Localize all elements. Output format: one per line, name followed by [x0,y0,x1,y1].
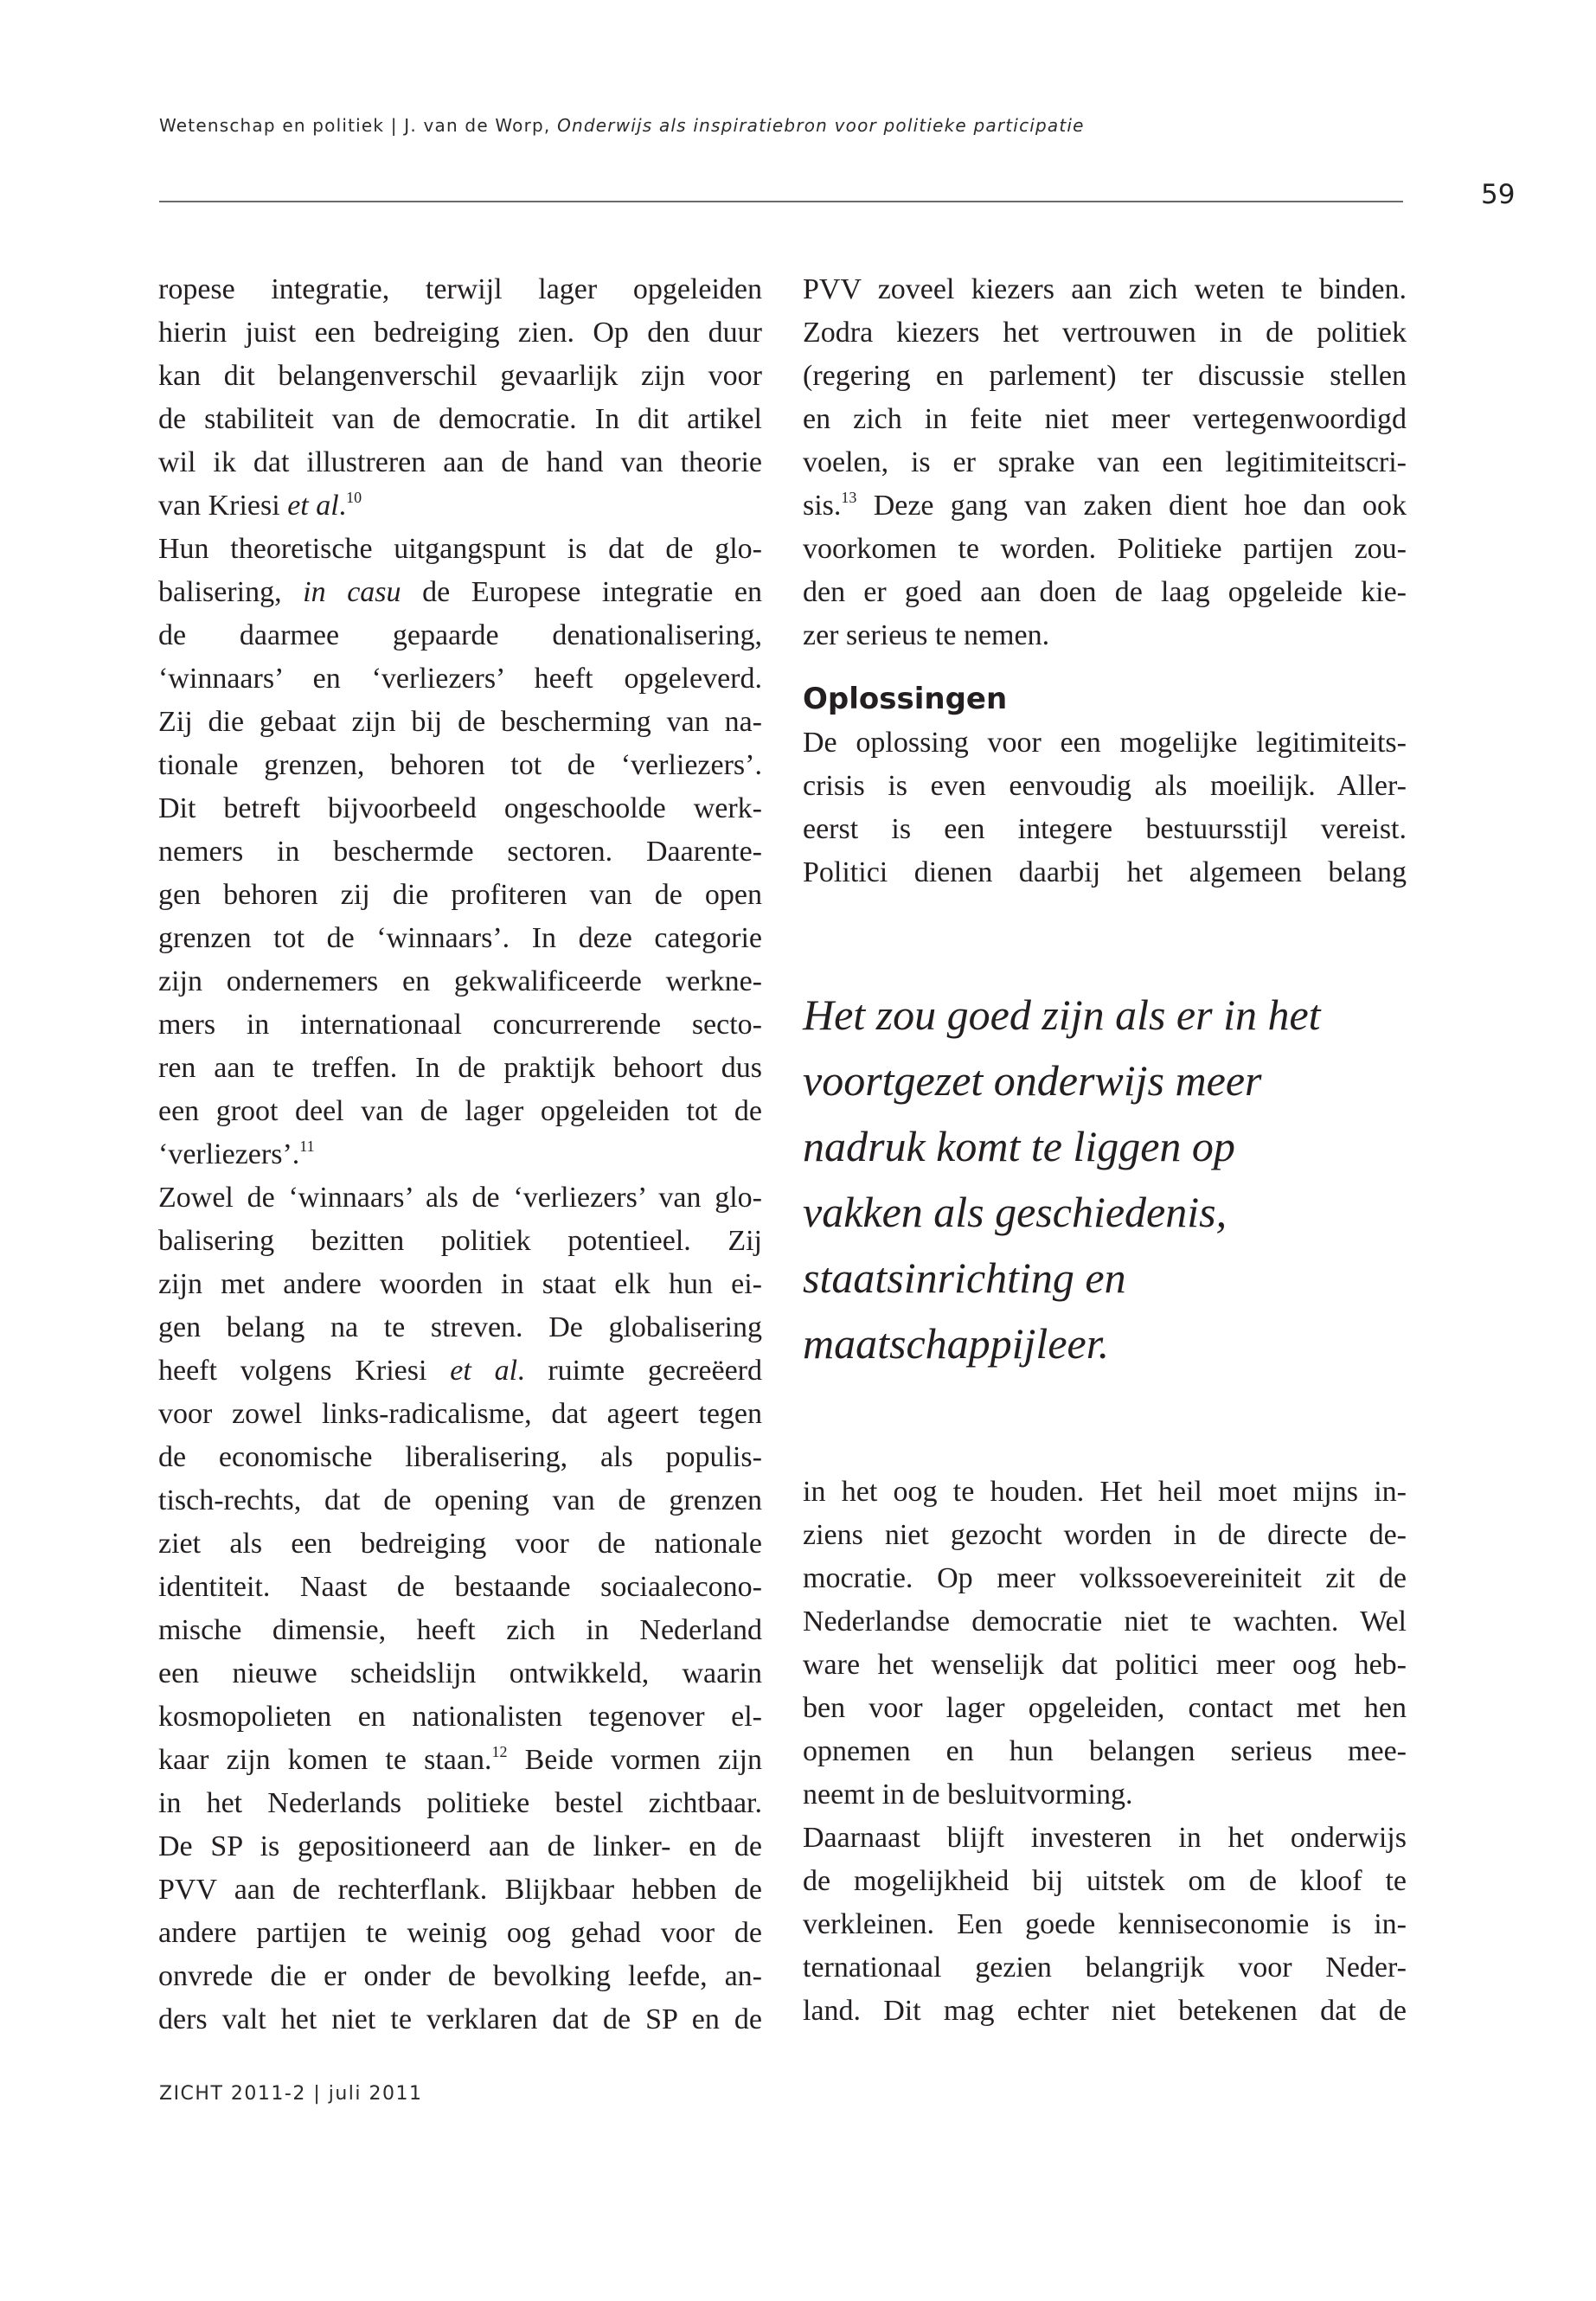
line-text: ropese integratie, terwijl lager opgeleiden [158,273,762,305]
line-text: ‘verliezers’. [158,1138,300,1170]
text-line [158,484,762,528]
text-line [803,268,1407,311]
line-text: grenzen tot de ‘winnaars’. In deze categorie [158,922,762,954]
line-text: heeft volgens Kriesi [158,1355,451,1387]
text-line [803,1860,1407,1903]
text-line [803,765,1407,808]
text-line [158,701,762,744]
text-line [158,398,762,441]
text-line [158,1652,762,1695]
text-line [158,311,762,355]
text-line [158,1609,762,1652]
line-text: (regering en parlement) ter discussie stellen [803,360,1407,392]
line-text: de mogelijkheid bij uitstek om de kloof te [803,1865,1407,1897]
line-text: Zij die gebaat zijn bij de bescherming van na- [158,706,762,738]
text-line [158,1912,762,1955]
text-line [803,614,1407,657]
line-text: Zodra kiezers het vertrouwen in de politiek [803,317,1407,349]
line-text: Politici dienen daarbij het algemeen belang [803,856,1407,888]
text-line [158,1003,762,1047]
pull-quote-line: Het zou goed zijn als er in het [803,990,1321,1039]
line-text: opnemen en hun belangen serieus mee- [803,1735,1407,1767]
header-rule [159,201,1403,202]
text-line [158,614,762,657]
italic-term: in casu [303,576,401,608]
text-line [803,1990,1407,2033]
line-text: hierin juist een bedreiging zien. Op den duur [158,317,762,349]
text-line [158,571,762,614]
running-head [159,115,1085,136]
line-text: voor zowel links-radicalisme, dat ageert tegen [158,1398,762,1430]
line-text: wil ik dat illustreren aan de hand van theorie [158,446,762,478]
line-text: tionale grenzen, behoren tot de ‘verliezers’. [158,749,762,781]
line-text: ware het wenselijk dat politici meer oog heb- [803,1649,1407,1681]
text-line [803,1730,1407,1773]
text-line [158,960,762,1003]
text-line [158,1090,762,1133]
line-text: gen belang na te streven. De globalisering [158,1311,762,1343]
text-line [158,1695,762,1739]
text-line [803,398,1407,441]
line-text: Dit betreft bijvoorbeeld ongeschoolde werk- [158,792,762,824]
line-text: tisch-rechts, dat de opening van de grenzen [158,1484,762,1516]
line-text: sis. [803,490,842,522]
line-text: Deze gang van zaken dient hoe dan ook [856,490,1407,522]
footer [159,2083,423,2105]
line-text: de Europese integratie en [401,576,762,608]
text-line [158,1522,762,1566]
text-line [158,1998,762,2041]
text-line [158,355,762,398]
text-line [158,1176,762,1220]
text-line [803,1644,1407,1687]
text-line [803,355,1407,398]
pull-quote [803,982,1408,1376]
text-line [803,528,1407,571]
text-line [158,917,762,960]
line-text: De oplossing voor een mogelijke legitimiteits- [803,727,1407,759]
text-line [158,744,762,787]
line-text: gen behoren zij die profiteren van de open [158,879,762,911]
line-text: nemers in beschermde sectoren. Daarente- [158,836,762,868]
line-text: de economische liberalisering, als populis- [158,1441,762,1473]
footnote-ref: 13 [841,489,857,506]
line-text: kan dit belangenverschil gevaarlijk zijn voor [158,360,762,392]
running-head-article-title: Onderwijs als inspiratiebron voor politieke participatie [557,115,1085,136]
text-line [158,441,762,484]
line-text: ziet als een bedreiging voor de nationale [158,1528,762,1560]
footer-journal: ZICHT 2011-2 [159,2083,306,2105]
line-text: verkleinen. Een goede kenniseconomie is in- [803,1908,1407,1940]
text-line [158,1306,762,1349]
text-line [803,1557,1407,1600]
right-column-top [803,268,1407,894]
text-line [158,1349,762,1393]
line-text: in het Nederlands politieke bestel zichtbaar. [158,1787,762,1819]
line-text: . [338,490,347,522]
line-text: land. Dit mag echter niet betekenen dat de [803,1995,1407,2027]
line-text: ren aan te treffen. In de praktijk behoort dus [158,1052,762,1084]
pull-quote-line: staatsinrichting en [803,1253,1126,1302]
line-text: De SP is gepositioneerd aan de linker- en de [158,1830,762,1862]
line-text: Nederlandse democratie niet te wachten. Wel [803,1606,1407,1638]
right-column-bottom [803,1471,1407,2033]
line-text: mers in internationaal concurrerende secto- [158,1009,762,1041]
footnote-ref: 11 [299,1138,315,1155]
text-line [803,311,1407,355]
line-text: zijn met andere woorden in staat elk hun ei- [158,1268,762,1300]
section-heading: Oplossingen [803,682,1008,716]
line-text: Beide vormen zijn [507,1744,762,1776]
text-line [803,721,1407,765]
line-text: ziens niet gezocht worden in de directe de- [803,1519,1407,1551]
line-text: voorkomen te worden. Politieke partijen zou- [803,533,1407,565]
line-text: ders valt het niet te verklaren dat de SP en de [158,2003,762,2035]
line-text: de stabiliteit van de democratie. In dit artikel [158,403,762,435]
text-line [803,441,1407,484]
text-line [803,1687,1407,1730]
text-line [158,787,762,830]
text-line [803,1817,1407,1860]
line-text: crisis is even eenvoudig als moeilijk. Aller- [803,770,1407,802]
line-text: PVV aan de rechterflank. Blijkbaar hebben de [158,1874,762,1906]
footnote-ref: 12 [491,1743,508,1760]
line-text: . ruimte gecreëerd [517,1355,762,1387]
line-text: onvrede die er onder de bevolking leefde, an- [158,1960,762,1992]
italic-term: et al [450,1355,518,1387]
running-head-separator: | [390,115,398,136]
text-line [803,1946,1407,1990]
line-text: balisering, [158,576,304,608]
text-line [158,528,762,571]
running-head-author: J. van de Worp, [404,115,551,136]
pull-quote-line: maatschappijleer. [803,1319,1110,1368]
text-line [158,657,762,701]
text-line [803,1600,1407,1644]
line-text: Zowel de ‘winnaars’ als de ‘verliezers’ van glo- [158,1182,762,1214]
line-text: ternationaal gezien belangrijk voor Neder- [803,1952,1407,1984]
line-text: zijn ondernemers en gekwalificeerde werkne- [158,965,762,997]
line-text: ben voor lager opgeleiden, contact met hen [803,1692,1407,1724]
footer-separator: | [313,2083,322,2105]
pull-quote-line: vakken als geschiedenis, [803,1188,1227,1236]
line-text: eerst is een integere bestuursstijl vereist. [803,813,1407,845]
line-text: in het oog te houden. Het heil moet mijns in- [803,1476,1407,1508]
italic-term: et al [287,490,339,522]
text-line [803,484,1407,528]
text-line [158,1739,762,1782]
pull-quote-line: voortgezet onderwijs meer [803,1056,1262,1105]
text-line [803,1514,1407,1557]
line-text: Daarnaast blijft investeren in het onderwijs [803,1822,1407,1854]
line-text: andere partijen te weinig oog gehad voor de [158,1917,762,1949]
text-line [803,1471,1407,1514]
text-line [158,874,762,917]
text-line [158,830,762,874]
line-text: de daarmee gepaarde denationalisering, [158,619,762,651]
text-line [803,808,1407,851]
text-line [158,1393,762,1436]
text-line [158,1436,762,1479]
line-text: identiteit. Naast de bestaande sociaaleconо- [158,1571,762,1603]
text-line [158,1782,762,1825]
text-line [158,1263,762,1306]
footer-date: juli 2011 [328,2083,423,2105]
line-text: PVV zoveel kiezers aan zich weten te binden. [803,273,1407,305]
line-text: voelen, is er sprake van een legitimiteitscri- [803,446,1407,478]
line-text: neemt in de besluitvorming. [803,1779,1133,1811]
line-text: een groot deel van de lager opgeleiden tot de [158,1095,762,1127]
line-text: den er goed aan doen de laag opgeleide kie- [803,576,1407,608]
text-line [158,1133,762,1176]
page-number: 59 [1481,179,1516,210]
line-text: Hun theoretische uitgangspunt is dat de glo- [158,533,762,565]
pull-quote-line: nadruk komt te liggen op [803,1122,1235,1170]
text-line [803,1903,1407,1946]
line-text: mocratie. Op meer volkssoevereiniteit zit de [803,1562,1407,1594]
left-column [158,268,762,2041]
running-head-section: Wetenschap en politiek [159,115,385,136]
line-text: van Kriesi [158,490,288,522]
line-text: ‘winnaars’ en ‘verliezers’ heeft opgeleverd. [158,663,762,695]
text-line [803,571,1407,614]
line-text: mische dimensie, heeft zich in Nederland [158,1614,762,1646]
line-text: kosmopolieten en nationalisten tegenover el- [158,1701,762,1733]
line-text: en zich in feite niet meer vertegenwoordigd [803,403,1407,435]
text-line [803,1773,1407,1817]
text-line [158,1479,762,1522]
line-text: zer serieus te nemen. [803,619,1050,651]
text-line [158,1868,762,1912]
line-text: balisering bezitten politiek potentieel. Zij [158,1225,762,1257]
text-line [803,851,1407,894]
line-text: kaar zijn komen te staan. [158,1744,492,1776]
text-line [158,1566,762,1609]
text-line [158,1047,762,1090]
text-line [158,1825,762,1868]
line-text: een nieuwe scheidslijn ontwikkeld, waarin [158,1657,762,1689]
text-line [158,1220,762,1263]
text-line [158,1955,762,1998]
text-line [158,268,762,311]
footnote-ref: 10 [346,489,362,506]
